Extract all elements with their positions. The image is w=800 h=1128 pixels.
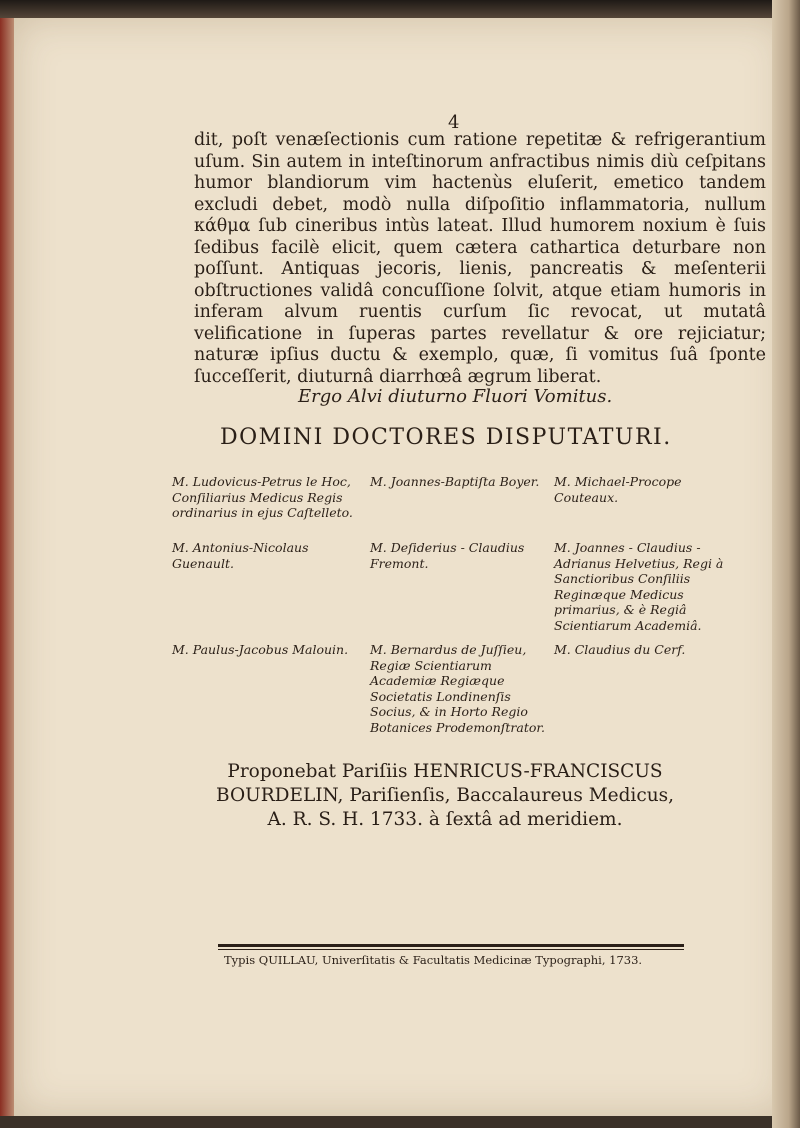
divider-rule — [218, 944, 684, 947]
proposal-block — [150, 760, 740, 832]
doctor-entry: M. Joannes - Claudius - Adrianus Helvetius, Regi à Sanctioribus Conſiliis Reginæque Medicus primarius, & è Regiâ Scientiarum Academiâ. — [554, 540, 724, 633]
doctor-entry: M. Paulus-Jacobus Malouin. — [172, 642, 349, 657]
thesis-conclusion: Ergo Alvi diuturno Fluori Vomitus. — [298, 386, 613, 407]
doctor-entry: M. Ludovicus-Petrus le Hoc, Conſiliarius Medicus Regis ordinarius in ejus Caſtelleto. — [172, 474, 353, 520]
doctor-entry: M. Antonius-Nicolaus Guenault. — [172, 540, 309, 571]
doctor-entry: M. Joannes-Baptiſta Boyer. — [370, 474, 540, 489]
page-stack-edge — [772, 0, 800, 1128]
doctor-entry: M. Bernardus de Juſſieu, Regiæ Scientiarum Academiæ Regiæque Societatis Londinenſis Socius, & in Horto Regio Botanices Prodemonſtrator. — [370, 642, 545, 735]
proposal-line-2: BOURDELIN, Pariſienſis, Baccalaureus Medicus, — [216, 785, 674, 806]
body-paragraph: dit, poſt venæſectionis cum ratione repetitæ & refrigerantium uſum. Sin autem in inteſtinorum anfractibus nimis diù ceſpitans humor blandiorum vim hactenùs eluſerit, emetico tandem excludi debet, modò nulla diſpoſitio inflammatoria, nullum κάθμα ſub cineribus intùs lateat. Illud humorem noxium è ſuis ſedibus facilè elicit, quem cætera cathartica deturbare non poſſunt. Antiquas jecoris, lienis, pancreatis & meſenterii obſtructiones validâ concuſſione ſolvit, atque etiam humoris in inferam alvum ruentis curſum ſic revocat, ut mutatâ velificatione in ſuperas partes revellatur & ore rejiciatur; naturæ ipſius ductu & exemplo, quæ, ſi vomitus ſuâ ſponte ſucceſſerit, diuturnâ diarrhœâ ægrum liberat. — [194, 130, 766, 387]
page-number: 4 — [448, 112, 460, 133]
scan-top-edge — [0, 0, 800, 20]
proposal-line-3: A. R. S. H. 1733. à ſextâ ad meridiem. — [267, 809, 623, 830]
doctor-entry: M. Deſiderius - Claudius Fremont. — [370, 540, 525, 571]
doctor-entry: M. Claudius du Cerf. — [554, 642, 686, 657]
doctors-heading: DOMINI DOCTORES DISPUTATURI. — [220, 425, 672, 450]
doctor-entry: M. Michael-Procope Couteaux. — [554, 474, 682, 505]
divider-rule-thin — [218, 949, 684, 950]
printer-imprint: Typis QUILLAU, Univerſitatis & Facultatis Medicinæ Typographi, 1733. — [224, 953, 643, 967]
proposal-line-1: Proponebat Pariſiis HENRICUS-FRANCISCUS — [227, 761, 663, 782]
